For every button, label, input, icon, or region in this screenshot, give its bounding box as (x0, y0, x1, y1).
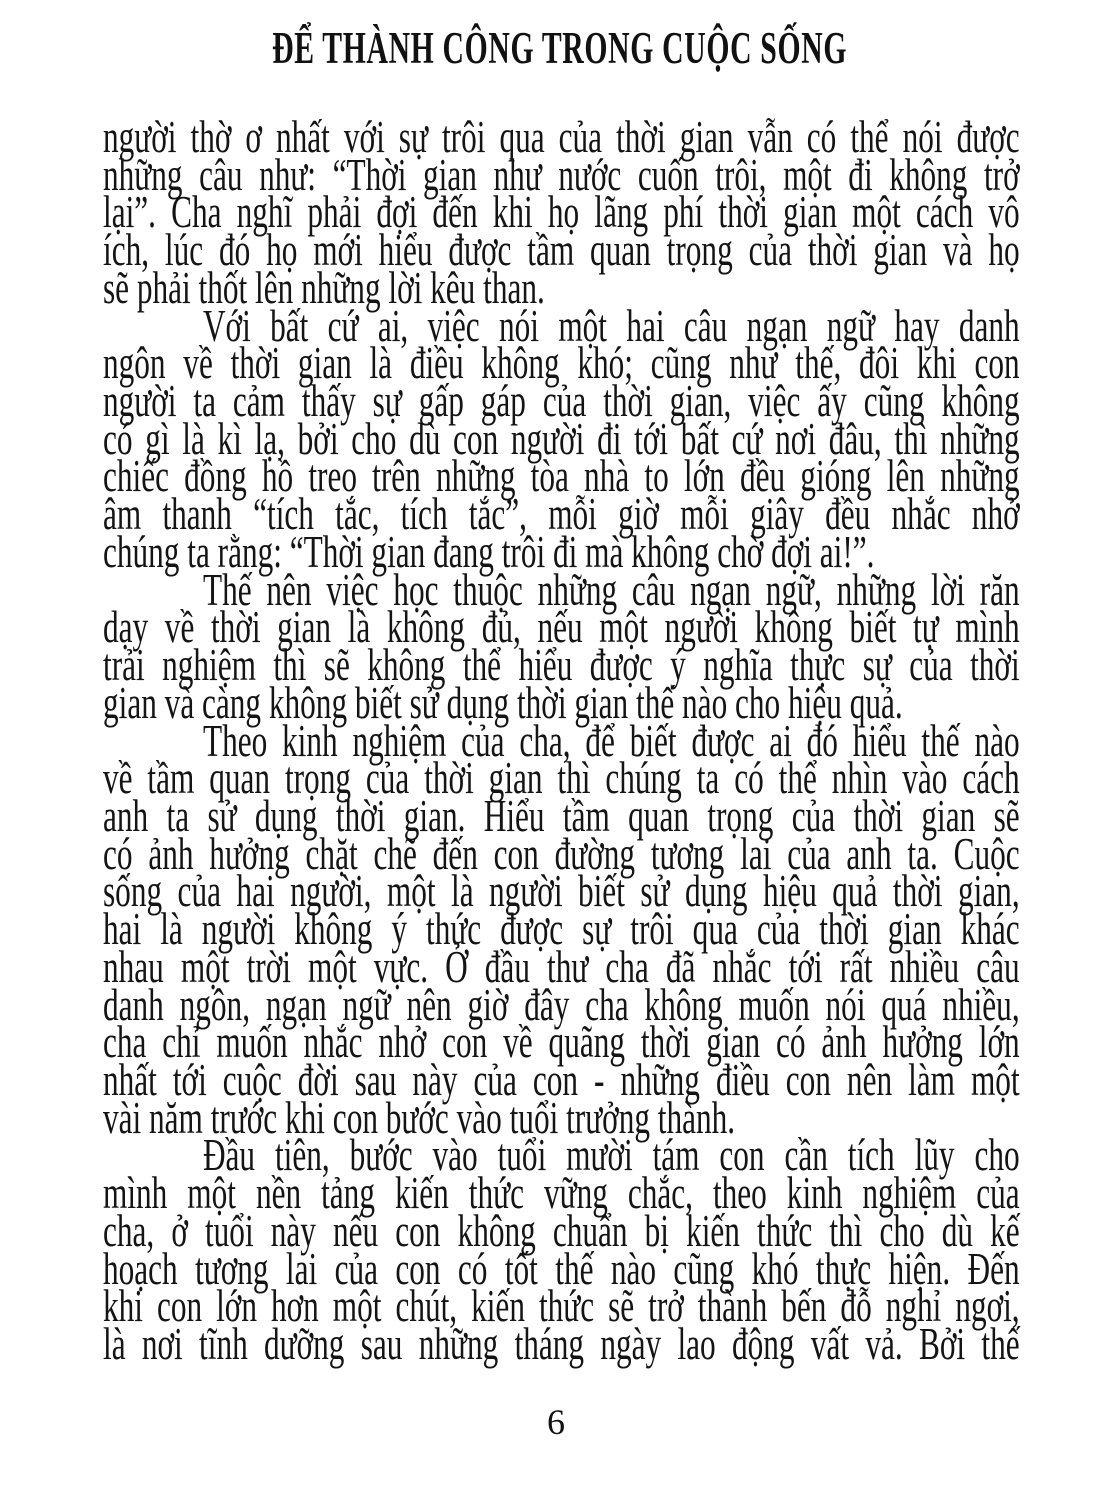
text-line: nhất tới cuộc đời sau này của con - những điều con nên làm một (103, 1053, 1020, 1105)
text-line: Theo kinh nghiệm của cha, để biết được ai đó hiểu thế nào (202, 714, 1020, 766)
text-line: Đầu tiên, bước vào tuổi mười tám con cần tích lũy cho (202, 1129, 1020, 1181)
text-line: Với bất cứ ai, việc nói một hai câu ngạn ngữ hay danh (202, 299, 1020, 351)
text-line: vài năm trước khi con bước vào tuổi trưởng thành. (103, 1091, 736, 1143)
text-line: nhau một trời một vực. Ở đầu thư cha đã nhắc tới rất nhiều câu (103, 940, 1020, 992)
text-line: người thờ ơ nhất với sự trôi qua của thời gian vẫn có thể nói được (103, 111, 1020, 162)
text-line: hai là người không ý thức được sự trôi qua của thời gian khác (103, 903, 1020, 955)
text-line: mình một nền tảng kiến thức vững chắc, theo kinh nghiệm của (103, 1167, 1020, 1219)
text-line: dạy về thời gian là không đủ, nếu một người không biết tự mình (103, 601, 1020, 653)
text-line: Thế nên việc học thuộc những câu ngạn ngữ, những lời răn (202, 563, 1020, 615)
running-title (0, 23, 1120, 73)
text-line: ích, lúc đó họ mới hiểu được tầm quan trọng của thời gian và họ (103, 224, 1020, 276)
text-line: khi con lớn hơn một chút, kiến thức sẽ trở thành bến đỗ nghỉ ngơi, (103, 1280, 1020, 1332)
text-line: những câu như: “Thời gian như nước cuốn trôi, một đi không trở (103, 148, 1020, 200)
text-line: sống của hai người, một là người biết sử dụng hiệu quả thời gian, (103, 865, 1020, 917)
page-body (103, 111, 1020, 1369)
text-line: hoạch tương lai của con có tốt thế nào cũng khó thực hiện. Đến (103, 1242, 1020, 1294)
text-line: cha, ở tuổi này nếu con không chuẩn bị kiến thức thì cho dù kế (103, 1204, 1020, 1256)
text-line: về tầm quan trọng của thời gian thì chúng ta có thể nhìn vào cách (103, 752, 1020, 804)
text-line: cha chỉ muốn nhắc nhở con về quãng thời gian có ảnh hưởng lớn (103, 1016, 1020, 1068)
text-line: lại”. Cha nghĩ phải đợi đến khi họ lãng phí thời gian một cách vô (103, 186, 1020, 238)
text-line: gian và càng không biết sử dụng thời gian thế nào cho hiệu quả. (103, 676, 903, 728)
text-line: chúng ta rằng: “Thời gian đang trôi đi mà không chờ đợi ai!”. (103, 525, 875, 577)
text-line: trải nghiệm thì sẽ không thể hiểu được ý nghĩa thực sự của thời (103, 639, 1020, 691)
text-line: danh ngôn, ngạn ngữ nên giờ đây cha không muốn nói quá nhiều, (103, 978, 1020, 1030)
text-line: người ta cảm thấy sự gấp gáp của thời gian, việc ấy cũng không (103, 375, 1020, 427)
text-line: có gì là kì lạ, bởi cho dù con người đi tới bất cứ nơi đâu, thì những (103, 412, 1020, 464)
text-line: ngôn về thời gian là điều không khó; cũng như thế, đôi khi con (103, 337, 1020, 389)
text-line: sẽ phải thốt lên những lời kêu than. (103, 261, 545, 313)
running-title-text: ĐỂ THÀNH CÔNG TRONG CUỘC SỐNG (272, 23, 848, 73)
text-line: là nơi tĩnh dưỡng sau những tháng ngày lao động vất vả. Bởi thế (103, 1318, 1020, 1369)
text-line: âm thanh “tích tắc, tích tắc”, mỗi giờ mỗi giây đều nhắc nhở (103, 488, 1020, 540)
text-line: chiếc đồng hồ treo trên những tòa nhà to lớn đều gióng lên những (103, 450, 1020, 502)
text-line: anh ta sử dụng thời gian. Hiểu tầm quan trọng của thời gian sẽ (103, 789, 1020, 841)
text-line: có ảnh hưởng chặt chẽ đến con đường tương lai của anh ta. Cuộc (103, 827, 1020, 879)
page-number: 6 (547, 1402, 565, 1442)
